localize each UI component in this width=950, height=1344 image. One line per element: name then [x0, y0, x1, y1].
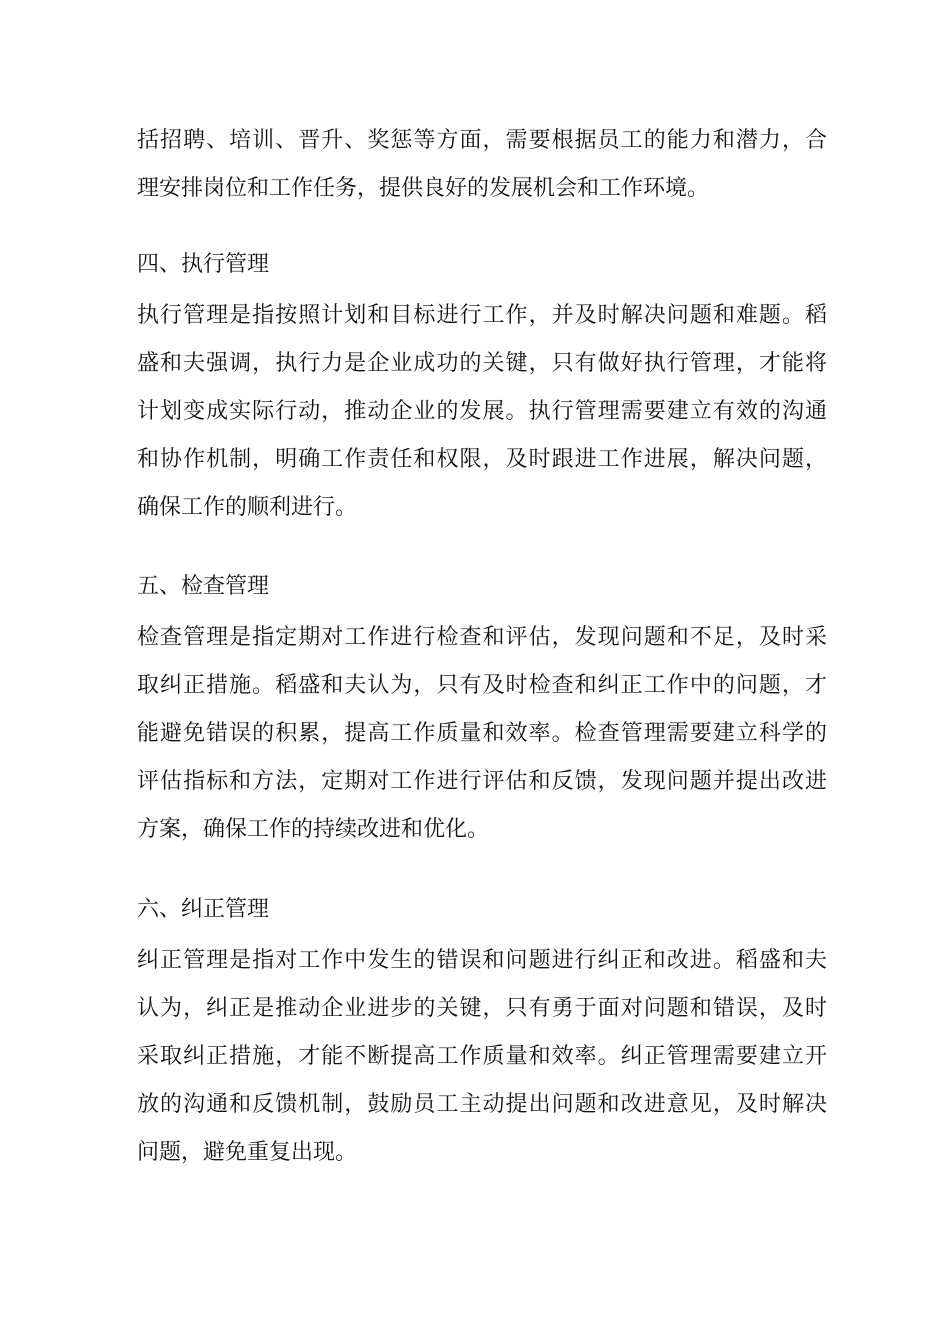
paragraph-line: 评估指标和方法，定期对工作进行评估和反馈，发现问题并提出改进 [137, 769, 827, 794]
paragraph-line: 取纠正措施。稻盛和夫认为，只有及时检查和纠正工作中的问题，才 [137, 673, 827, 698]
paragraph-line: 能避免错误的积累，提高工作质量和效率。检查管理需要建立科学的 [137, 721, 827, 746]
section-paragraph-execution [137, 292, 827, 532]
paragraph-line: 问题，避免重复出现。 [137, 1140, 358, 1165]
intro-paragraph [137, 117, 827, 213]
paragraph-line: 盛和夫强调，执行力是企业成功的关键，只有做好执行管理，才能将 [137, 351, 827, 376]
paragraph-line: 纠正管理是指对工作中发生的错误和问题进行纠正和改进。稻盛和夫 [137, 948, 827, 973]
section-paragraph-correction [137, 937, 827, 1177]
paragraph-line: 理安排岗位和工作任务，提供良好的发展机会和工作环境。 [137, 176, 710, 201]
paragraph-line: 和协作机制，明确工作责任和权限，及时跟进工作进展，解决问题， [137, 447, 827, 472]
paragraph-line: 认为，纠正是推动企业进步的关键，只有勇于面对问题和错误，及时 [137, 996, 827, 1021]
paragraph-line: 括招聘、培训、晋升、奖惩等方面，需要根据员工的能力和潜力，合 [137, 128, 827, 153]
paragraph-line: 放的沟通和反馈机制，鼓励员工主动提出问题和改进意见，及时解决 [137, 1092, 827, 1117]
section-heading-execution: 四、执行管理 [137, 252, 270, 277]
section-heading-correction: 六、纠正管理 [137, 897, 270, 922]
section-heading-inspection: 五、检查管理 [137, 574, 270, 599]
paragraph-line: 检查管理是指定期对工作进行检查和评估，发现问题和不足，及时采 [137, 625, 827, 650]
paragraph-line: 采取纠正措施，才能不断提高工作质量和效率。纠正管理需要建立开 [137, 1044, 827, 1069]
paragraph-line: 计划变成实际行动，推动企业的发展。执行管理需要建立有效的沟通 [137, 399, 827, 424]
paragraph-line: 执行管理是指按照计划和目标进行工作，并及时解决问题和难题。稻 [137, 303, 827, 328]
section-paragraph-inspection [137, 614, 827, 854]
paragraph-line: 确保工作的顺利进行。 [137, 495, 358, 520]
paragraph-line: 方案，确保工作的持续改进和优化。 [137, 817, 490, 842]
